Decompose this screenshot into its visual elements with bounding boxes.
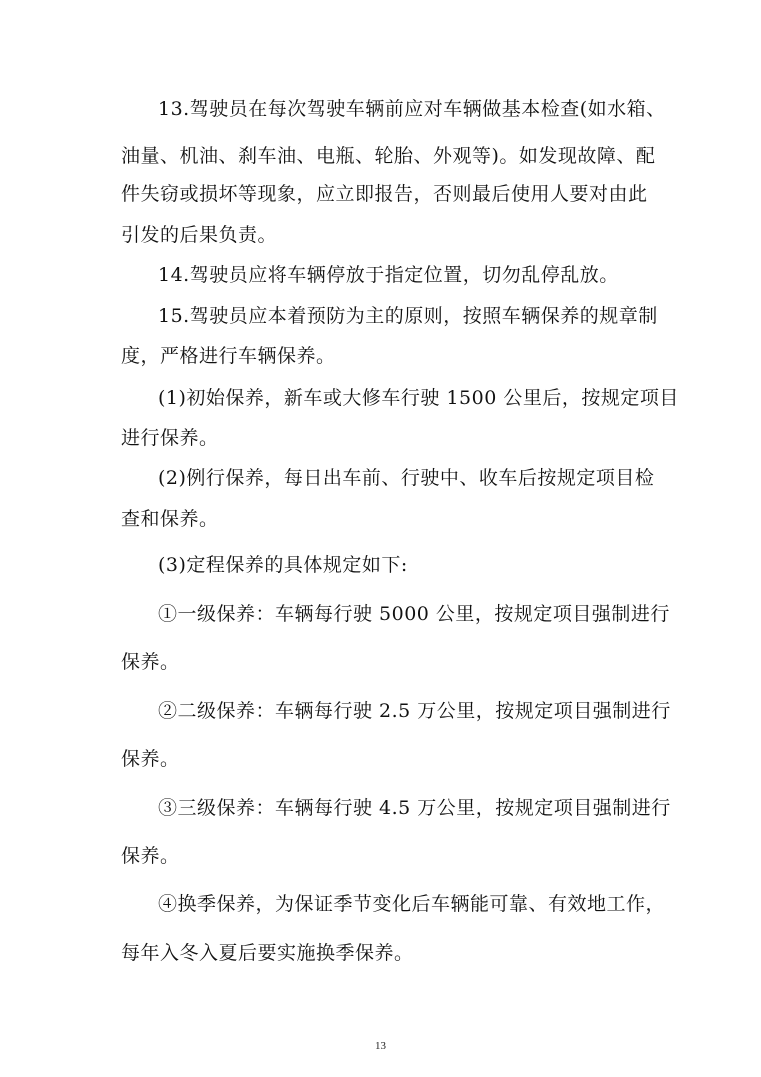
text-line: 度，严格进行车辆保养。 [121,345,336,367]
text-line: ①一级保养：车辆每行驶 5000 公里，按规定项目强制进行 [158,603,670,625]
text-line: 保养。 [121,748,180,770]
text-line: 进行保养。 [121,427,219,449]
text-line: 件失窃或损坏等现象，应立即报告，否则最后使用人要对由此 [121,183,648,205]
text-line: (2)例行保养，每日出车前、行驶中、收车后按规定项目检 [158,467,655,489]
text-line: 每年入冬入夏后要实施换季保养。 [121,942,414,964]
text-line: (3)定程保养的具体规定如下: [158,554,408,576]
text-line: 查和保养。 [121,508,219,530]
text-line: (1)初始保养，新车或大修车行驶 1500 公里后，按规定项目 [158,387,679,409]
text-line: 引发的后果负责。 [121,224,278,246]
text-line: 保养。 [121,845,180,867]
text-line: 14.驾驶员应将车辆停放于指定位置，切勿乱停乱放。 [158,264,619,286]
text-line: ②二级保养：车辆每行驶 2.5 万公里，按规定项目强制进行 [158,700,671,722]
text-line: 保养。 [121,651,180,673]
text-line: ③三级保养：车辆每行驶 4.5 万公里，按规定项目强制进行 [158,797,671,819]
text-line: 15.驾驶员应本着预防为主的原则，按照车辆保养的规章制 [158,305,658,327]
page-number: 13 [375,1040,386,1052]
text-line: 13.驾驶员在每次驾驶车辆前应对车辆做基本检查(如水箱、 [158,98,666,120]
text-line: 油量、机油、刹车油、电瓶、轮胎、外观等)。如发现故障、配 [121,145,656,167]
text-line: ④换季保养，为保证季节变化后车辆能可靠、有效地工作， [158,893,666,915]
